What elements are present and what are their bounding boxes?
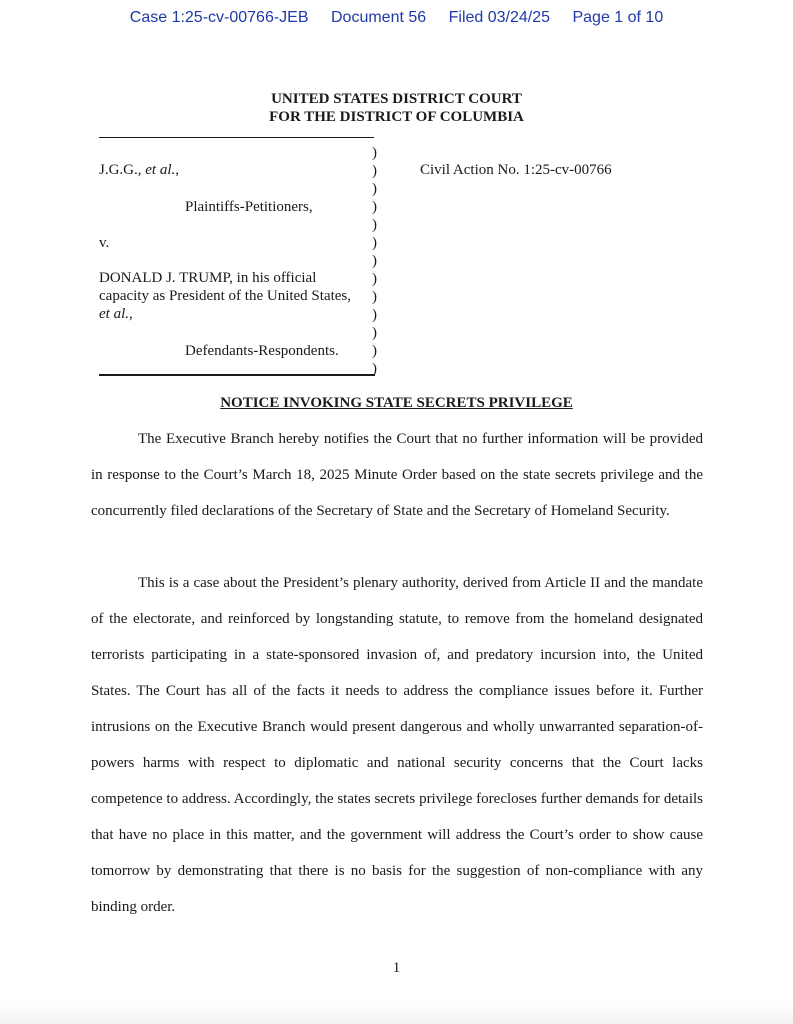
paren: ): [372, 163, 377, 179]
paren: ): [372, 181, 377, 197]
caption-parentheses: [372, 144, 377, 378]
paren: ): [372, 199, 377, 215]
paren: ): [372, 361, 377, 377]
paren: ): [372, 235, 377, 251]
paren: ): [372, 217, 377, 233]
court-name: [0, 90, 793, 126]
plaintiff-name-text: J.G.G.,: [99, 162, 146, 178]
plaintiff-et-al: et al.: [145, 162, 176, 178]
paren: ): [372, 289, 377, 305]
ecf-header: [0, 9, 793, 27]
civil-action-number: Civil Action No. 1:25-cv-00766: [420, 162, 612, 178]
paren: ): [372, 253, 377, 269]
paragraph-1: The Executive Branch hereby notifies the Court that no further information will be provided in response to the Court’s March 18, 2025 Minute Order based on the state secrets privilege and the concurrently filed declarations of the Secretary of State and the Secretary of Homeland Security.: [91, 431, 703, 519]
case-number: Case 1:25-cv-00766-JEB: [129, 9, 309, 26]
caption-top-rule: [99, 137, 374, 138]
defendant-role: Defendants-Respondents.: [185, 343, 339, 359]
page-number: 1: [392, 960, 401, 976]
page-bottom-edge: [0, 1004, 793, 1024]
court-name-line1: UNITED STATES DISTRICT COURT: [271, 91, 522, 107]
paren: ): [372, 271, 377, 287]
paren: ): [372, 325, 377, 341]
defendant-et-al-line: [99, 305, 133, 323]
defendant-line-2: capacity as President of the United States,: [99, 288, 352, 304]
caption-bottom-rule: [99, 374, 375, 376]
paren: ): [372, 307, 377, 323]
plaintiff-role: Plaintiffs-Petitioners,: [185, 199, 313, 215]
plaintiff-comma: ,: [175, 162, 180, 178]
plaintiff-name: [99, 161, 179, 179]
paren: ): [372, 145, 377, 161]
versus: v.: [99, 235, 110, 251]
defendant-comma: ,: [129, 306, 133, 322]
page-indicator: Page 1 of 10: [572, 9, 664, 26]
defendant-line-1: DONALD J. TRUMP, in his official: [99, 270, 317, 286]
court-name-line2: FOR THE DISTRICT OF COLUMBIA: [269, 109, 524, 125]
document-title: NOTICE INVOKING STATE SECRETS PRIVILEGE: [220, 395, 573, 411]
defendant-et-al: et al.: [99, 306, 129, 322]
filed-date: Filed 03/24/25: [448, 9, 551, 26]
paragraph-2: This is a case about the President’s plenary authority, derived from Article II and the mandate of the electorate, and reinforced by longstanding statute, to remove from the homeland designated terrorists participating in a state-sponsored invasion of, and predatory incursion into, the United States. The Court has all of the facts it needs to address the compliance issues before it. Further intrusions on the Executive Branch would present dangerous and wholly unwarranted separation-of-powers harms with respect to diplomatic and national security concerns that the Court lacks competence to address. Accordingly, the states secrets privilege forecloses further demands for details that have no place in this matter, and the government will address the Court’s order to show cause tomorrow by demonstrating that there is no basis for the suggestion of non-compliance with any binding order.: [91, 575, 703, 915]
paren: ): [372, 343, 377, 359]
document-number: Document 56: [330, 9, 427, 26]
